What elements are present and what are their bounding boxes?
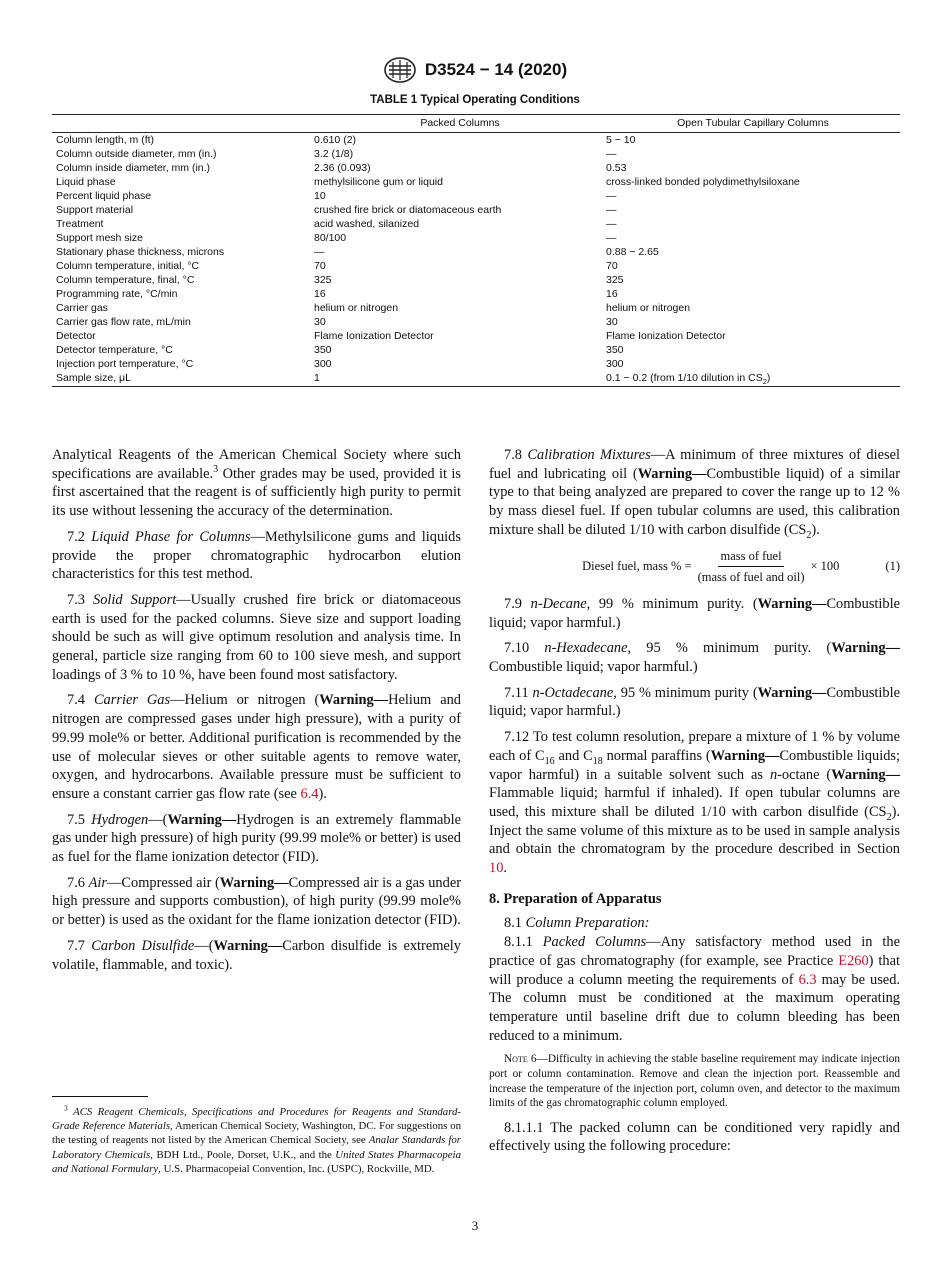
page-header (0, 56, 950, 89)
table-row (52, 371, 900, 387)
footnote-divider (52, 1096, 148, 1097)
packed-value: 80/100 (314, 232, 347, 244)
open-tubular-value: — (606, 232, 617, 244)
packed-value: 0.610 (2) (314, 134, 357, 146)
table-header-packed: Packed Columns (314, 115, 606, 133)
equation-lhs: Diesel fuel, mass % = (582, 559, 692, 574)
right-column (489, 446, 900, 1163)
open-tubular-value: Flame Ionization Detector (606, 330, 726, 342)
packed-value: 325 (314, 274, 332, 286)
section-7-8: 7.8 Calibration Mixtures—A minimum of three mixtures of diesel fuel and lubricating oil (Warning—Combustible liquid) of a similar type to that being analyzed are prepared to cover the range up to 12 % by mass diesel fuel. If open tubular columns are used, this calibration mixture shall be diluted 1/10 with carbon disulfide $(CS_2)$. (489, 447, 900, 541)
row-label: Injection port temperature, °C (56, 358, 194, 370)
row-label: Column temperature, final, °C (56, 274, 195, 286)
table-row (52, 287, 900, 301)
section-link-6-4[interactable]: 6.4 (300, 785, 319, 802)
table-row (52, 203, 900, 217)
section-7-10: 7.10 n-Hexadecane, 95 % minimum purity. (Warning—Combustible liquid; vapor harmful.) (489, 640, 900, 676)
section-7-12: 7.12 To test column resolution, prepare a mixture of 1 % by volume each of $C_{16}$ and $C_{18}$ normal paraffins (Warning—Combustible liquids; vapor harmful) in a suitable solvent such as n-octane (Warning—Flammable liquid; harmful if inhaled). If open tubular columns are used, this mixture shall be diluted 1/10 with carbon disulfide $(CS_2)$. Inject the same volume of this mixture as to be used in sample analysis and obtain the chromatogram by the procedure described in Section 10. (489, 729, 901, 877)
table-row (52, 231, 900, 245)
table-header-row (52, 115, 900, 133)
table-row (52, 259, 900, 273)
table-row (52, 329, 900, 343)
packed-value: acid washed, silanized (314, 218, 420, 230)
open-tubular-value: 350 (606, 344, 624, 356)
row-label: Carrier gas flow rate, mL/min (56, 316, 191, 328)
row-label: Detector temperature, °C (56, 344, 173, 356)
paragraph-7-1-continued: Analytical Reagents of the American Chemical Society where such specifications are available.$^3$ Other grades may be used, provided it is first ascertained that the reagent is of sufficiently high purity to permit its use without lessening the accuracy of the determination. (52, 447, 461, 520)
row-label: Column outside diameter, mm (in.) (56, 148, 217, 160)
open-tubular-value: 0.1 − 0.2 (from 1/10 dilution in $CS_2$) (606, 371, 900, 387)
packed-value: 2.36 (0.093) (314, 162, 371, 174)
open-tubular-value: — (606, 204, 617, 216)
section-8-heading: 8. Preparation of Apparatus (489, 890, 662, 907)
packed-value: crushed fire brick or diatomaceous earth (314, 204, 502, 216)
packed-value: helium or nitrogen (314, 302, 399, 314)
footnote-ref-3[interactable]: 3 (213, 463, 219, 475)
packed-value: 70 (314, 260, 326, 272)
table-row (52, 133, 900, 148)
row-label: Column inside diameter, mm (in.) (56, 162, 211, 174)
row-label: Programming rate, °C/min (56, 288, 178, 300)
packed-value: — (314, 246, 325, 258)
section-8-1-1: 8.1.1 Packed Columns—Any satisfactory method used in the practice of gas chromatography (for example, see Practice E260) that will produce a column meeting the requirements of 6.3 may be used. The column must be conditioned at the maximum operating temperature until baseline drift due to column bleeding has been reduced to a minimum. (489, 934, 900, 1044)
packed-value: Flame Ionization Detector (314, 330, 434, 342)
table-row (52, 175, 900, 189)
document-id: D3524 − 14 (2020) (424, 60, 568, 79)
row-label: Column length, m (ft) (56, 134, 155, 146)
open-tubular-value: 300 (606, 358, 624, 370)
row-label: Detector (56, 330, 96, 342)
row-label: Support mesh size (56, 232, 143, 244)
table-row (52, 217, 900, 231)
table-row (52, 189, 900, 203)
section-7-7: 7.7 Carbon Disulfide—(Warning—Carbon disulfide is extremely volatile, flammable, and toxic). (52, 937, 461, 973)
open-tubular-value: 70 (606, 260, 618, 272)
packed-value: 16 (314, 288, 326, 300)
table-row (52, 315, 900, 329)
row-label: Support material (56, 204, 134, 216)
row-label: Column temperature, initial, °C (56, 260, 200, 272)
table-header-open-tubular: Open Tubular Capillary Columns (606, 115, 900, 133)
section-8-1: 8.1 Column Preparation: (504, 915, 650, 932)
open-tubular-value: — (606, 148, 617, 160)
table-row (52, 343, 900, 357)
equation-number: (1) (885, 559, 900, 574)
equation-1 (489, 547, 900, 587)
row-label: Treatment (56, 218, 104, 230)
section-7-11: 7.11 n-Octadecane, 95 % minimum purity (Warning—Combustible liquid; vapor harmful.) (489, 684, 900, 720)
packed-value: 300 (314, 358, 332, 370)
open-tubular-value: helium or nitrogen (606, 302, 691, 314)
equation-rhs: × 100 (810, 559, 840, 574)
packed-value: 3.2 (1/8) (314, 148, 354, 160)
row-label: Percent liquid phase (56, 190, 152, 202)
open-tubular-value: 16 (606, 288, 618, 300)
section-7-3: 7.3 Solid Support—Usually crushed fire brick or diatomaceous earth is used for the packed columns. Sieve size and support loading should be such as will give optimum resolution and analysis time. In general, particle size ranging from 60 to 100 sieve mesh, and support loadings of 3 % to 10 %, have been found most satisfactory. (52, 591, 461, 683)
packed-value: 350 (314, 344, 332, 356)
equation-fraction: $\frac{\text{mass of fuel}}{\text{(mass of fuel and oil)}}$ (697, 548, 805, 585)
open-tubular-value: — (606, 218, 617, 230)
practice-link-e260[interactable]: E260 (838, 952, 869, 969)
packed-value: 30 (314, 316, 326, 328)
open-tubular-value: 0.88 − 2.65 (606, 246, 659, 258)
open-tubular-value: — (606, 190, 617, 202)
table-row (52, 301, 900, 315)
section-link-10[interactable]: 10 (489, 860, 504, 877)
page-number: 3 (471, 1218, 479, 1233)
section-link-6-3[interactable]: 6.3 (798, 971, 817, 988)
open-tubular-value: cross-linked bonded polydimethylsiloxane (606, 176, 800, 188)
row-label: Sample size, μL (52, 371, 314, 387)
table-row (52, 245, 900, 259)
section-7-5: 7.5 Hydrogen—(Warning—Hydrogen is an extremely flammable gas under high pressure) of high purity (99.99 mole% or better) is used as fuel for the flame ionization detector (FID). (52, 811, 461, 866)
row-label: Liquid phase (56, 176, 116, 188)
table-row (52, 147, 900, 161)
section-7-9: 7.9 n-Decane, 99 % minimum purity. (Warning—Combustible liquid; vapor harmful.) (489, 595, 900, 631)
packed-value: 10 (314, 190, 326, 202)
packed-value: 1 (314, 371, 606, 387)
section-7-6: 7.6 Air—Compressed air (Warning—Compressed air is a gas under high pressure and supports combustion), of high purity (99.99 mole% or better) is used as the oxidant for the flame ionization detector (FID). (52, 874, 461, 929)
left-column (52, 446, 461, 981)
open-tubular-value: 325 (606, 274, 624, 286)
section-8-1-1-1: 8.1.1.1 The packed column can be conditioned very rapidly and effectively using the following procedure: (489, 1119, 900, 1155)
row-label: Stationary phase thickness, microns (56, 246, 225, 258)
table-header-blank (52, 115, 314, 133)
open-tubular-value: 30 (606, 316, 618, 328)
table-row (52, 357, 900, 371)
open-tubular-value: 5 − 10 (606, 134, 636, 146)
row-label: Carrier gas (56, 302, 108, 314)
packed-value: methylsilicone gum or liquid (314, 176, 443, 188)
footnote-3: $^3$ ACS Reagent Chemicals, Specifications and Procedures for Reagents and Standard-Grade Reference Materials, American Chemical Society, Washington, DC. For suggestions on the testing of reagents not listed by the American Chemical Society, see Analar Standards for Laboratory Chemicals, BDH Ltd., Poole, Dorset, U.K., and the United States Pharmacopeia and National Formulary, U.S. Pharmacopeial Convention, Inc. (USPC), Rockville, MD. (52, 1103, 462, 1175)
note-6: Note 6—Difficulty in achieving the stable baseline requirement may indicate injection port or column contamination. Remove and clean the injection port. Reassemble and increase the temperature of the injection port, column oven, and detector to the maximum limits of the gas chromatographic column employed. (489, 1053, 900, 1110)
table-row (52, 273, 900, 287)
table-row (52, 161, 900, 175)
open-tubular-value: 0.53 (606, 162, 627, 174)
section-7-2: 7.2 Liquid Phase for Columns—Methylsilicone gums and liquids provide the proper chromatographic hydrocarbon elution characteristics for this test method. (52, 528, 461, 583)
section-7-4: 7.4 Carrier Gas—Helium or nitrogen (Warning—Helium and nitrogen are compressed gases under high pressure), with a purity of 99.99 mole% or better. Additional purification is recommended by the use of molecular sieves or other suitable agents to remove water, oxygen, and hydrocarbons. Available pressure must be sufficient to ensure a constant carrier gas flow rate (see 6.4). (52, 692, 461, 802)
table-title: TABLE 1 Typical Operating Conditions (370, 94, 580, 106)
operating-conditions-table (52, 114, 900, 387)
astm-logo-icon (383, 56, 417, 84)
